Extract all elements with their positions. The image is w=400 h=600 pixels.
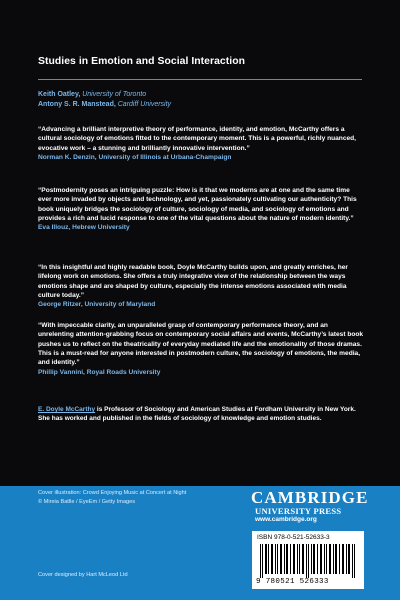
quote-text: “In this insightful and highly readable book, Doyle McCarthy builds upon, and greatly enriches, her lifelong work on emotions. She offers a truly integrative view of the relationship between the ways emotions shape and are shaped by culture, especially the intense emotions associated with media culture today.”: [38, 264, 348, 300]
editor-name: Antony S. R. Manstead,: [38, 101, 116, 108]
review-quote: [38, 263, 365, 310]
quote-text: “Postmodernity poses an intriguing puzzle: How is it that we moderns are at one and the same time ever more invaded by objects and technology, and yet, passionately cultivating our authenticity? This book uniquely bridges the sociology of culture, sociology of media, and sociology of emotions and provides a rich and lucid response to one of the vital questions about the nature of modern identity.”: [38, 187, 357, 223]
quote-attribution: Norman K. Denzin, University of Illinois at Urbana-Champaign: [38, 154, 232, 162]
divider: [38, 79, 362, 80]
editor-affiliation: University of Toronto: [82, 91, 147, 98]
editor-2: [38, 100, 171, 110]
author-bio: [38, 405, 365, 424]
barcode-icon: [258, 544, 358, 578]
editor-affiliation: Cardiff University: [117, 101, 172, 108]
editor-name: Keith Oatley,: [38, 91, 81, 98]
isbn-text: ISBN 978-0-521-52633-3: [257, 534, 330, 541]
series-title: Studies in Emotion and Social Interaction: [38, 56, 246, 67]
author-name: E. Doyle McCarthy: [38, 406, 96, 413]
review-quote: [38, 125, 365, 162]
quote-attribution: George Ritzer, University of Maryland: [38, 301, 156, 309]
cover-illustration-credit: [38, 489, 228, 507]
publisher-press: UNIVERSITY PRESS: [255, 506, 342, 516]
publisher-logo: [251, 490, 369, 524]
review-quote: [38, 186, 365, 233]
barcode-digits: 9 780521 526333: [256, 578, 329, 586]
credit-line: © Mireia Batlle / EyeEm / Getty Images: [38, 499, 136, 506]
quote-text: “With impeccable clarity, an unparalleled grasp of contemporary performance theory, and an unrelenting attention-grabbing focus on contemporary social affairs and events, McCarthy’s latest book pushes us to reflect on the theatricality of everyday mediated life and the emotionality of those dramas. This is a must-read for anyone interested in postmodern culture, the sociology of emotions, the media, and identity.”: [38, 322, 364, 367]
publisher-url: www.cambridge.org: [255, 516, 317, 523]
review-quote: [38, 321, 365, 377]
quote-attribution: Eva Illouz, Hebrew University: [38, 224, 130, 232]
series-editors: [38, 90, 171, 110]
quote-text: “Advancing a brilliant interpretive theory of performance, identity, and emotion, McCarthy offers a cultural sociology of emotions fitted to the contemporary moment. This is a powerful, richly nuanced, evocative work – a stunning and brilliantly innovative intervention.”: [38, 126, 357, 152]
publisher-name: CAMBRIDGE: [251, 488, 369, 507]
credit-line: Cover illustration: Crowd Enjoying Music at Concert at Night: [38, 490, 187, 496]
quote-attribution: Phillip Vannini, Royal Roads University: [38, 368, 161, 376]
design-credit: Cover designed by Hart McLeod Ltd: [38, 572, 128, 578]
series-band: [0, 0, 400, 79]
isbn-barcode: [252, 531, 364, 589]
editor-1: [38, 90, 171, 100]
bio-text: is Professor of Sociology and American Studies at Fordham University in New York. She has worked and published in the fields of sociology of knowledge and emotion studies.: [38, 406, 356, 423]
